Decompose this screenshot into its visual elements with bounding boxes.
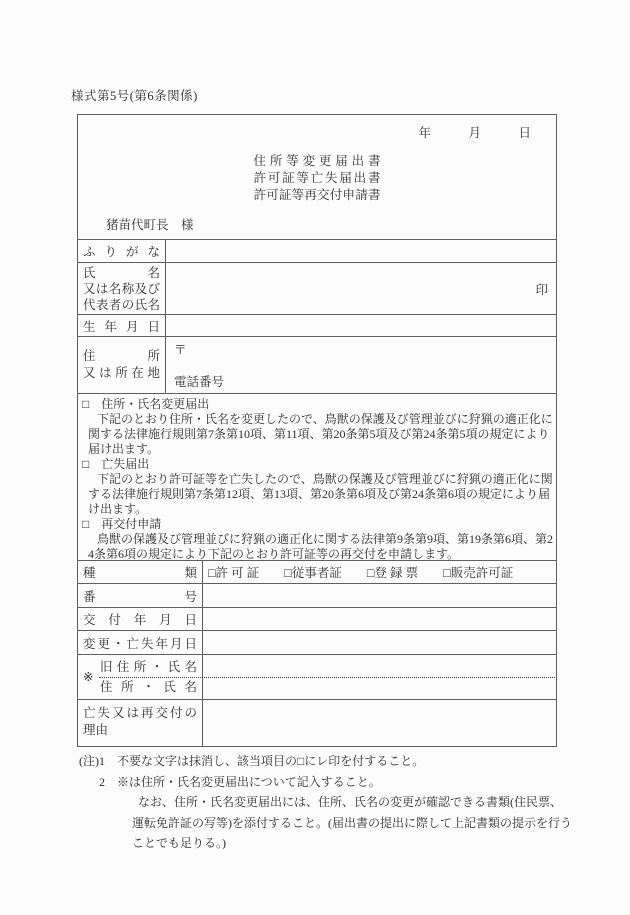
date-line: 年 月 日: [418, 126, 531, 140]
type-label: 種類: [83, 566, 197, 580]
note-line-1: (注)1 不要な文字は抹消し、該当項目の□にレ印を付すること。: [79, 754, 425, 768]
furigana-field: [166, 240, 556, 262]
form-title-line-1: 住所等変更届出書: [253, 154, 381, 168]
reason-label-line-2: 理由: [83, 723, 109, 737]
postal-mark: 〒: [174, 343, 187, 357]
number-label: 番号: [83, 589, 197, 604]
address-label-line-2: 又は所在地: [83, 366, 160, 380]
name-label-line-2: 又は名称及び: [83, 281, 160, 296]
old-address-name-label: 旧住所・氏名: [100, 660, 197, 674]
name-label-line-3: 代表者の氏名: [83, 297, 160, 312]
name-label-cell: [78, 263, 166, 314]
form-title-line-2: 許可証等亡失届出書: [253, 171, 381, 185]
furigana-label: ふりがな: [83, 245, 160, 259]
name-row: [78, 262, 556, 314]
statement-line: する法律施行規則第7条第12項、第13項、第20条第6項及び第24条第6項の規定により届: [88, 487, 551, 501]
reason-field: [203, 700, 556, 746]
statement-line: 鳥獣の保護及び管理並びに狩猟の適正化に関する法律第9条第9項、第19条第6項、第2: [97, 532, 554, 546]
note-line-5: ことでも足りる。): [132, 836, 226, 850]
phone-label: 電話番号: [174, 375, 225, 389]
dotted-divider: [99, 677, 555, 678]
address-label-cell: [78, 337, 166, 393]
statements-cell: [78, 393, 556, 560]
issue-date-label-cell: [78, 608, 203, 630]
form-title-line-3: 許可証等再交付申請書: [253, 188, 381, 202]
address-label-line-1: 住所: [83, 349, 160, 363]
application-form-table: [77, 114, 557, 747]
address-name-label: 住所・氏名: [100, 680, 197, 694]
form-number: 様式第5号(第6条関係): [71, 89, 198, 103]
checkbox-item-reissue-application: □ 再交付申請: [82, 517, 162, 531]
note-line-2: 2 ※は住所・氏名変更届出について記入すること。: [99, 774, 381, 789]
issue-date-label: 交付年月日: [83, 613, 197, 627]
birthdate-field: [166, 315, 556, 336]
checkbox-item-address-change: □ 住所・氏名変更届出: [82, 397, 210, 411]
furigana-row: [78, 239, 556, 262]
note-line-4: 運転免許証の写等)を添付すること。(届出書の提出に際して上記書類の提示を行う: [132, 815, 572, 830]
reason-row: [78, 699, 556, 746]
statement-line: 下記のとおり許可証等を亡失したので、鳥獣の保護及び管理並びに狩猟の適正化に関: [97, 472, 553, 486]
statement-line: 下記のとおり住所・氏名を変更したので、鳥獣の保護及び管理並びに狩猟の適正化に: [97, 412, 553, 426]
address-field: [166, 337, 556, 393]
number-row: [78, 583, 556, 607]
statement-line: 関する法律施行規則第7条第10項、第11項、第20条第5項及び第24条第5項の規定により: [88, 427, 550, 441]
type-row: [78, 560, 556, 583]
note-line-3: なお、住所・氏名変更届出には、住所、氏名の変更が確認できる書類(住民票、: [138, 795, 562, 809]
address-row: [78, 336, 556, 393]
form-title: [78, 153, 556, 204]
birthdate-label-cell: [78, 315, 166, 336]
old-new-address-row: [78, 654, 556, 699]
statement-line: け出ます。: [88, 502, 148, 516]
birthdate-row: [78, 314, 556, 336]
footnotes: [77, 751, 625, 854]
addressee: 猪苗代町長 様: [106, 218, 194, 232]
reason-label-line-1: 亡失又は再交付の: [83, 706, 197, 720]
birthdate-label: 生年月日: [83, 319, 160, 334]
name-field: [166, 263, 556, 314]
change-loss-date-label: 変更・亡失年月日: [83, 636, 197, 651]
furigana-label-cell: [78, 240, 166, 262]
change-loss-date-row: [78, 630, 556, 654]
change-loss-date-field: [203, 631, 556, 654]
type-options: □許 可 証 □従事者証 □登 録 票 □販売許可証: [208, 566, 514, 580]
asterisk-mark: ※: [83, 670, 94, 684]
seal-mark: 印: [535, 282, 548, 297]
number-label-cell: [78, 584, 203, 607]
name-label-line-1: 氏名: [83, 265, 160, 280]
statement-line: 届け出ます。: [88, 442, 160, 456]
form-header: [78, 115, 556, 239]
statement-line: 4条第6項の規定により下記のとおり許可証等の再交付を申請します。: [88, 547, 460, 560]
type-label-cell: [78, 561, 203, 583]
issue-date-row: [78, 607, 556, 630]
issue-date-field: [203, 608, 556, 630]
checkbox-item-loss-report: □ 亡失届出: [82, 457, 150, 471]
change-loss-date-label-cell: [78, 631, 203, 654]
number-field: [203, 584, 556, 607]
reason-label-cell: [78, 700, 203, 746]
